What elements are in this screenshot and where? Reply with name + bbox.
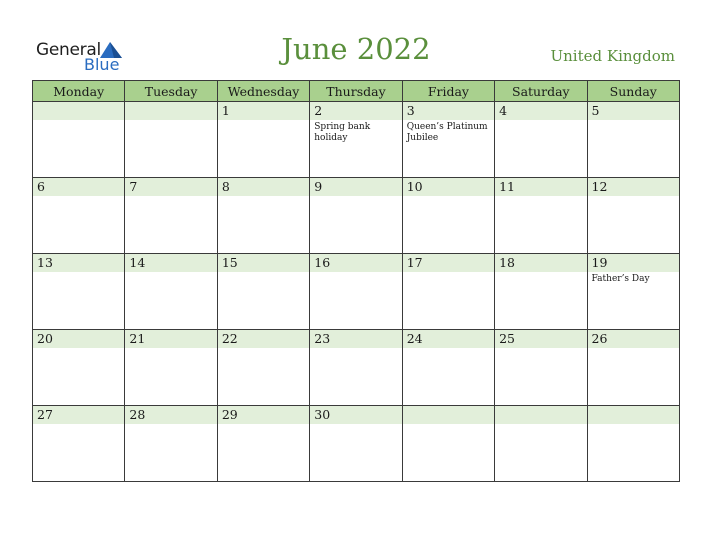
weekday-header-row <box>33 81 680 102</box>
day-cell <box>495 406 587 482</box>
day-number: 2 <box>310 102 401 120</box>
day-cell <box>33 178 125 254</box>
day-cell <box>495 102 587 178</box>
day-number: 20 <box>33 330 124 348</box>
day-number: 13 <box>33 254 124 272</box>
week-row <box>33 254 680 330</box>
calendar-grid <box>32 80 680 482</box>
day-cell <box>33 406 125 482</box>
day-cell <box>402 102 494 178</box>
day-number: 29 <box>218 406 309 424</box>
weekday-header: Thursday <box>310 81 402 102</box>
logo-general-text: General <box>36 40 101 60</box>
logo-blue-text: Blue <box>84 55 120 74</box>
day-cell <box>217 102 309 178</box>
day-cell <box>125 330 217 406</box>
holiday-label: Father’s Day <box>591 274 650 284</box>
day-number: 6 <box>33 178 124 196</box>
day-number: 4 <box>495 102 586 120</box>
day-cell <box>33 102 125 178</box>
day-number: 24 <box>403 330 494 348</box>
day-number <box>403 406 494 424</box>
weekday-header: Friday <box>402 81 494 102</box>
day-number: 14 <box>125 254 216 272</box>
calendar-body <box>33 102 680 482</box>
day-cell <box>310 254 402 330</box>
day-cell <box>495 178 587 254</box>
day-number: 7 <box>125 178 216 196</box>
week-row <box>33 178 680 254</box>
day-number: 18 <box>495 254 586 272</box>
day-number: 21 <box>125 330 216 348</box>
day-cell <box>310 102 402 178</box>
day-cell <box>402 406 494 482</box>
day-number: 15 <box>218 254 309 272</box>
day-number: 16 <box>310 254 401 272</box>
day-cell <box>587 254 679 330</box>
weekday-header: Sunday <box>587 81 679 102</box>
day-cell <box>217 254 309 330</box>
day-number: 11 <box>495 178 586 196</box>
day-number: 26 <box>588 330 679 348</box>
day-cell <box>217 406 309 482</box>
day-cell <box>495 330 587 406</box>
day-cell <box>125 254 217 330</box>
weekday-header: Tuesday <box>125 81 217 102</box>
day-cell <box>217 178 309 254</box>
day-cell <box>33 254 125 330</box>
day-cell <box>587 406 679 482</box>
day-cell <box>310 406 402 482</box>
day-number <box>495 406 586 424</box>
country-label: United Kingdom <box>550 47 675 65</box>
day-number: 12 <box>588 178 679 196</box>
day-number: 3 <box>403 102 494 120</box>
day-cell <box>310 178 402 254</box>
day-number: 17 <box>403 254 494 272</box>
day-number <box>125 102 216 120</box>
day-cell <box>495 254 587 330</box>
week-row <box>33 102 680 178</box>
day-cell <box>33 330 125 406</box>
day-cell <box>125 406 217 482</box>
day-cell <box>125 102 217 178</box>
day-cell <box>402 178 494 254</box>
day-number: 22 <box>218 330 309 348</box>
day-number: 28 <box>125 406 216 424</box>
weekday-header: Wednesday <box>217 81 309 102</box>
day-cell <box>217 330 309 406</box>
holiday-label: Spring bank holiday <box>314 122 371 143</box>
day-number: 19 <box>588 254 679 272</box>
day-cell <box>402 254 494 330</box>
day-number <box>588 406 679 424</box>
day-number: 23 <box>310 330 401 348</box>
day-number <box>33 102 124 120</box>
holiday-label: Queen’s Platinum Jubilee <box>406 122 488 143</box>
day-cell <box>587 330 679 406</box>
day-cell <box>125 178 217 254</box>
day-number: 27 <box>33 406 124 424</box>
day-number: 1 <box>218 102 309 120</box>
week-row <box>33 330 680 406</box>
day-cell <box>587 102 679 178</box>
day-cell <box>587 178 679 254</box>
day-cell <box>402 330 494 406</box>
weekday-header: Monday <box>33 81 125 102</box>
day-number: 30 <box>310 406 401 424</box>
calendar-title: June 2022 <box>281 32 431 66</box>
day-number: 5 <box>588 102 679 120</box>
weekday-header: Saturday <box>495 81 587 102</box>
week-row <box>33 406 680 482</box>
day-number: 10 <box>403 178 494 196</box>
day-number: 25 <box>495 330 586 348</box>
day-cell <box>310 330 402 406</box>
day-number: 9 <box>310 178 401 196</box>
day-number: 8 <box>218 178 309 196</box>
